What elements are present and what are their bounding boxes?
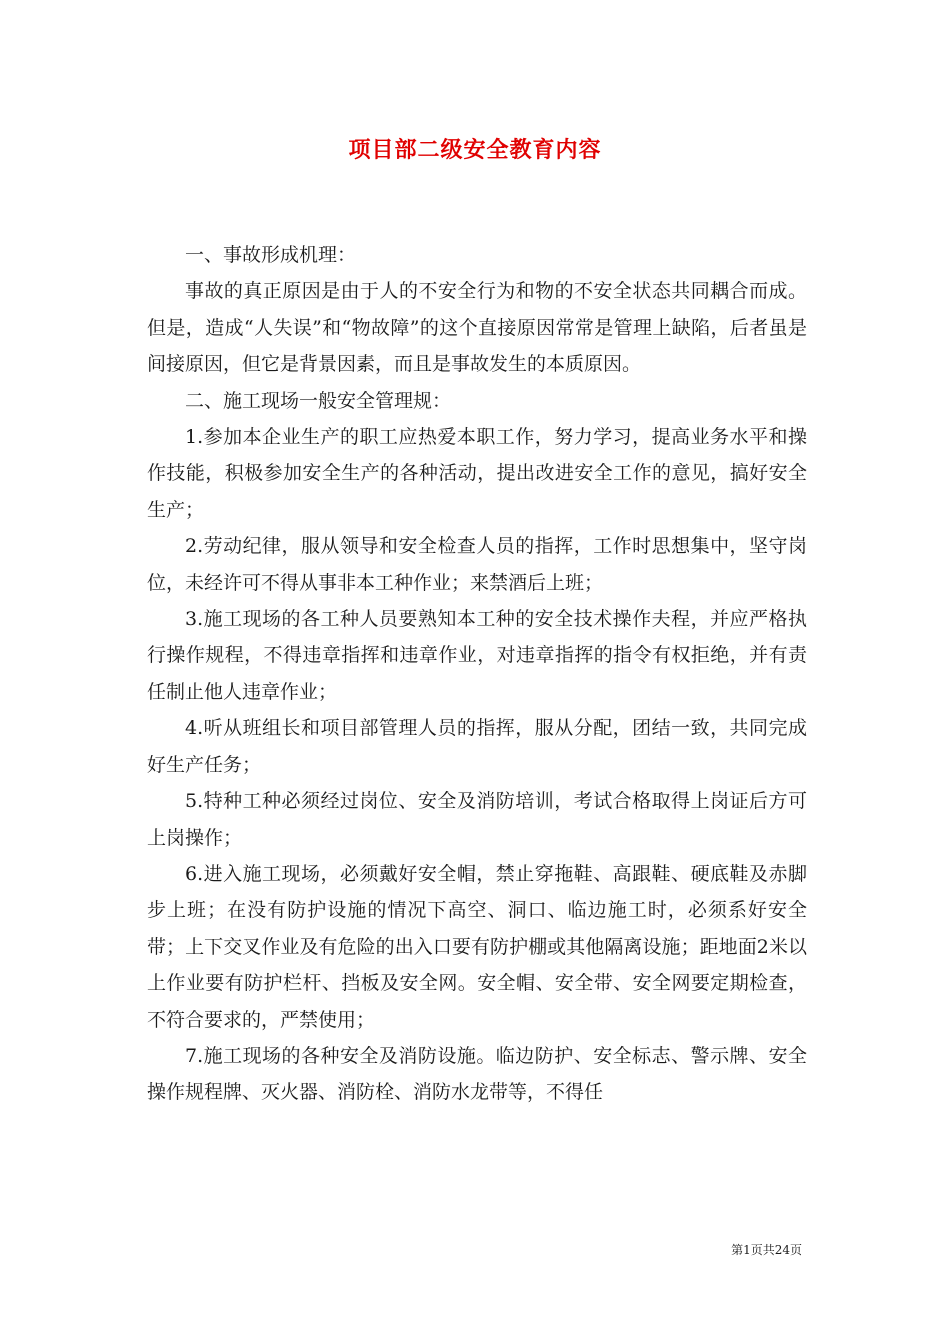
rule-item-6: 6.进入施工现场，必须戴好安全帽，禁止穿拖鞋、高跟鞋、硬底鞋及赤脚步上班；在没有防护设施的情况下高空、洞口、临边施工时，必须系好安全带；上下交叉作业及有危险的出入口要有防护棚或其他隔离设施；距地面2米以上作业要有防护栏杆、挡板及安全网。安全帽、安全带、安全网要定期检查，不符合要求的，严禁使用； xyxy=(147,862,807,1031)
rule-item-4: 4.听从班组长和项目部管理人员的指挥，服从分配，团结一致，共同完成好生产任务； xyxy=(147,717,807,776)
document-body xyxy=(147,237,807,1111)
rule-item-2: 2.劳动纪律，服从领导和安全检查人员的指挥，工作时思想集中，坚守岗位，未经许可不得从事非本工种作业；来禁酒后上班； xyxy=(147,535,807,594)
page-number-footer: 第1页共24页 xyxy=(731,1243,802,1257)
paragraph-accident-cause: 事故的真正原因是由于人的不安全行为和物的不安全状态共同耦合而成。但是，造成“人失误”和“物故障”的这个直接原因常常是管理上缺陷，后者虽是间接原因，但它是背景因素，而且是事故发生的本质原因。 xyxy=(147,280,807,376)
section-heading-2: 二、施工现场一般安全管理规： xyxy=(185,389,452,412)
rule-item-3: 3.施工现场的各工种人员要熟知本工种的安全技术操作夫程，并应严格执行操作规程，不得违章指挥和违章作业，对违章指挥的指令有权拒绝，并有责任制止他人违章作业； xyxy=(147,608,807,703)
document-title: 项目部二级安全教育内容 xyxy=(348,137,602,163)
rule-item-1: 1.参加本企业生产的职工应热爱本职工作，努力学习，提高业务水平和操作技能，积极参加安全生产的各种活动，提出改进安全工作的意见，搞好安全生产； xyxy=(147,426,807,521)
section-heading-1: 一、事故形成机理： xyxy=(185,244,357,266)
rule-item-5: 5.特种工种必须经过岗位、安全及消防培训，考试合格取得上岗证后方可上岗操作； xyxy=(147,790,807,849)
rule-item-7: 7.施工现场的各种安全及消防设施。临边防护、安全标志、警示牌、安全操作规程牌、灭火器、消防栓、消防水龙带等，不得任 xyxy=(147,1044,807,1104)
